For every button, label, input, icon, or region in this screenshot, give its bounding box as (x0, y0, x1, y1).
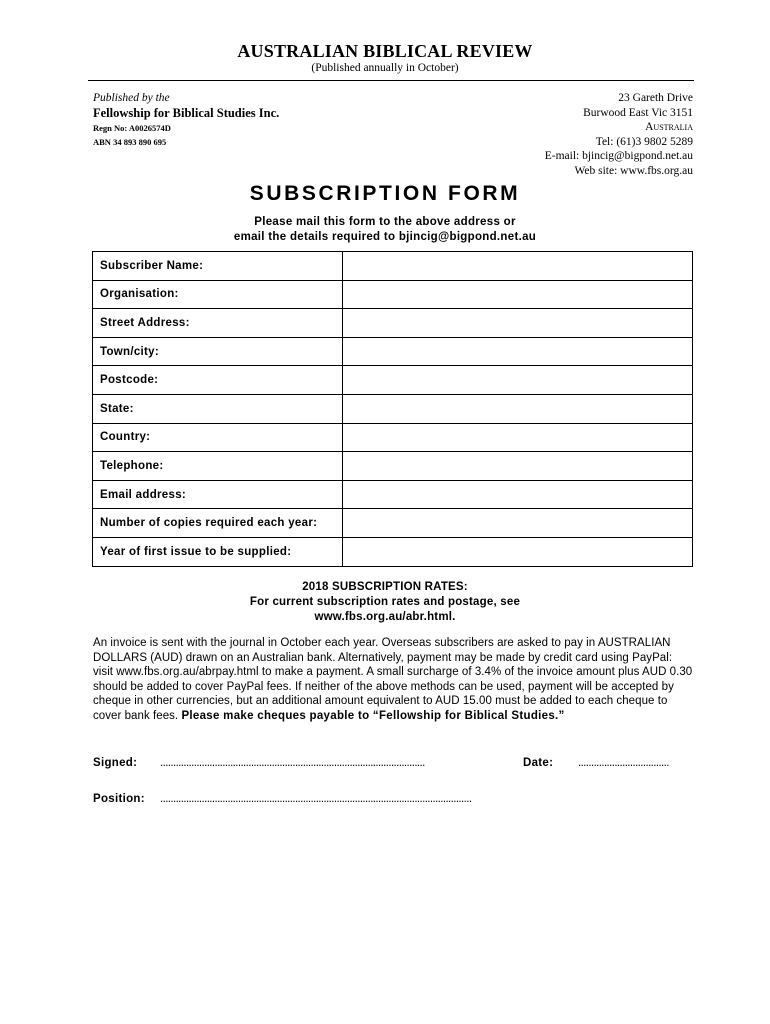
telephone: Tel: (61)3 9802 5289 (595, 135, 693, 148)
form-field-label: Telephone: (93, 452, 343, 481)
form-field-input[interactable] (343, 252, 693, 281)
form-row (93, 452, 693, 481)
form-field-label: Year of first issue to be supplied: (93, 537, 343, 566)
website: Web site: www.fbs.org.au (574, 164, 693, 177)
publisher-name: Fellowship for Biblical Studies Inc. (93, 106, 280, 120)
cheque-instruction: Please make cheques payable to “Fellowship for Biblical Studies.” (181, 709, 565, 722)
subscription-rates (0, 580, 770, 625)
form-row (93, 394, 693, 423)
published-note: (Published annually in October) (311, 62, 459, 74)
date-line[interactable]: ................................... (578, 757, 669, 769)
payment-paragraph (93, 636, 693, 723)
form-field-label: Town/city: (93, 337, 343, 366)
form-field-label: Number of copies required each year: (93, 509, 343, 538)
journal-title: AUSTRALIAN BIBLICAL REVIEW (237, 41, 533, 61)
form-field-input[interactable] (343, 480, 693, 509)
rates-note: For current subscription rates and postage, see (249, 596, 521, 608)
form-row (93, 252, 693, 281)
signed-line[interactable]: ...................................................................................................... (160, 757, 425, 769)
form-row (93, 480, 693, 509)
position-line[interactable]: ........................................................................................................................ (160, 793, 472, 805)
form-field-label: Email address: (93, 480, 343, 509)
registration-number: Regn No: A0026574D (93, 123, 171, 133)
form-field-input[interactable] (343, 337, 693, 366)
instructions-line-1: Please mail this form to the above address or (254, 216, 516, 228)
date-label: Date: (523, 757, 554, 769)
subscription-form-table (92, 251, 693, 567)
form-field-label: Organisation: (93, 280, 343, 309)
form-field-input[interactable] (343, 423, 693, 452)
payment-text: An invoice is sent with the journal in October each year. Overseas subscribers are asked to pay in AUSTRALIAN DOLLARS (AUD) drawn on an Australian bank. Alternatively, payment may be made by credit card using PayPal: visit www.fbs.org.au/abrpay.html to make a payment. A small surcharge of 3.4% of the invoice amount plus AUD 0.30 should be added to cover PayPal fees. If neither of the above methods can be used, payment will be accepted by cheque in other currencies, but an additional amount equivalent to AUD 15.00 must be added to each cheque to cover bank fees. (93, 637, 693, 722)
form-field-input[interactable] (343, 394, 693, 423)
form-row (93, 423, 693, 452)
form-row (93, 366, 693, 395)
form-row (93, 537, 693, 566)
form-field-label: Subscriber Name: (93, 252, 343, 281)
form-row (93, 337, 693, 366)
form-row (93, 309, 693, 338)
country-address: Australia (645, 121, 693, 134)
rates-heading: 2018 SUBSCRIPTION RATES: (302, 581, 468, 593)
signed-label: Signed: (93, 757, 138, 769)
header-divider (88, 80, 694, 81)
form-field-input[interactable] (343, 537, 693, 566)
instructions-line-2: email the details required to bjincig@bigpond.net.au (233, 231, 537, 243)
instructions (0, 215, 770, 245)
email-contact: E-mail: bjincig@bigpond.net.au (544, 150, 693, 163)
abn-number: ABN 34 893 890 695 (93, 137, 167, 147)
form-field-label: Street Address: (93, 309, 343, 338)
form-field-input[interactable] (343, 280, 693, 309)
publisher-block (93, 91, 279, 149)
rates-link: www.fbs.org.au/abr.html. (314, 611, 456, 623)
form-row (93, 280, 693, 309)
form-field-input[interactable] (343, 366, 693, 395)
form-field-input[interactable] (343, 509, 693, 538)
form-field-label: State: (93, 394, 343, 423)
form-row (93, 509, 693, 538)
form-field-input[interactable] (343, 309, 693, 338)
form-title: SUBSCRIPTION FORM (249, 182, 521, 205)
form-field-label: Country: (93, 423, 343, 452)
published-by-text: Published by the (93, 92, 170, 104)
street-address: 23 Gareth Drive (618, 92, 693, 104)
position-label: Position: (93, 793, 145, 805)
suburb-address: Burwood East Vic 3151 (583, 106, 693, 119)
form-field-input[interactable] (343, 452, 693, 481)
form-field-label: Postcode: (93, 366, 343, 395)
contact-block (545, 91, 693, 179)
